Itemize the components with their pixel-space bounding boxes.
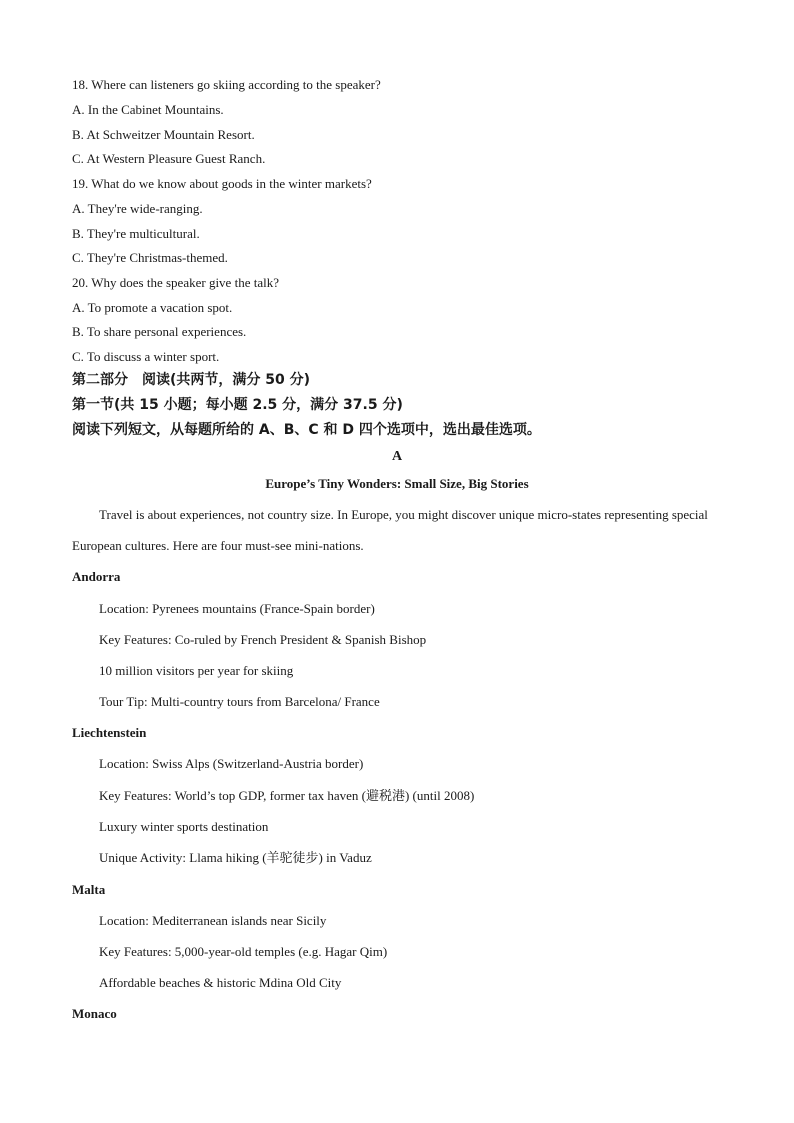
question-18-option-a: A. In the Cabinet Mountains. [72,102,224,117]
passage-letter: A [391,449,403,464]
malta-heading: Malta [72,882,106,897]
question-20: 20. Why does the speaker give the talk? [72,275,279,290]
section-title: 第一节(共 15 小题；每小题 2.5 分，满分 37.5 分) [72,397,403,413]
andorra-location: Location: Pyrenees mountains (France-Spain border) [99,601,375,616]
question-20-option-a: A. To promote a vacation spot. [72,300,233,315]
question-19-option-b: B. They're multicultural. [72,226,200,241]
question-19-option-a: A. They're wide-ranging. [72,201,203,216]
passage-title: Europe’s Tiny Wonders: Small Size, Big Stories [265,476,529,491]
monaco-heading: Monaco [72,1006,117,1021]
question-18-option-c: C. At Western Pleasure Guest Ranch. [72,151,266,166]
andorra-features: Key Features: Co-ruled by French President & Spanish Bishop [99,632,427,647]
liechtenstein-activity: Unique Activity: Llama hiking (羊驼徒步) in Vaduz [99,850,372,865]
andorra-tip: Tour Tip: Multi-country tours from Barcelona/ France [99,694,380,709]
instruction: 阅读下列短文，从每题所给的 A、B、C 和 D 四个选项中，选出最佳选项。 [72,422,541,438]
liechtenstein-location: Location: Swiss Alps (Switzerland-Austria border) [99,756,364,771]
question-19: 19. What do we know about goods in the winter markets? [72,176,372,191]
question-18: 18. Where can listeners go skiing according to the speaker? [72,77,381,92]
part-title: 第二部分 阅读(共两节，满分 50 分) [72,372,311,388]
question-20-option-b: B. To share personal experiences. [72,324,247,339]
liechtenstein-features: Key Features: World’s top GDP, former tax haven (避税港) (until 2008) [99,788,475,803]
question-20-option-c: C. To discuss a winter sport. [72,349,220,364]
andorra-heading: Andorra [72,569,121,584]
andorra-visitors: 10 million visitors per year for skiing [99,663,294,678]
malta-beaches: Affordable beaches & historic Mdina Old City [99,975,342,990]
question-18-option-b: B. At Schweitzer Mountain Resort. [72,127,255,142]
malta-location: Location: Mediterranean islands near Sicily [99,913,327,928]
intro-text: Travel is about experiences, not country size. In Europe, you might discover unique micro-states representing special European cultures. Here are four must-see mini-nations. [72,507,708,553]
liechtenstein-heading: Liechtenstein [72,725,147,740]
intro-paragraph [72,499,722,561]
malta-features: Key Features: 5,000-year-old temples (e.g. Hagar Qim) [99,944,388,959]
question-19-option-c: C. They're Christmas-themed. [72,250,228,265]
liechtenstein-luxury: Luxury winter sports destination [99,819,269,834]
